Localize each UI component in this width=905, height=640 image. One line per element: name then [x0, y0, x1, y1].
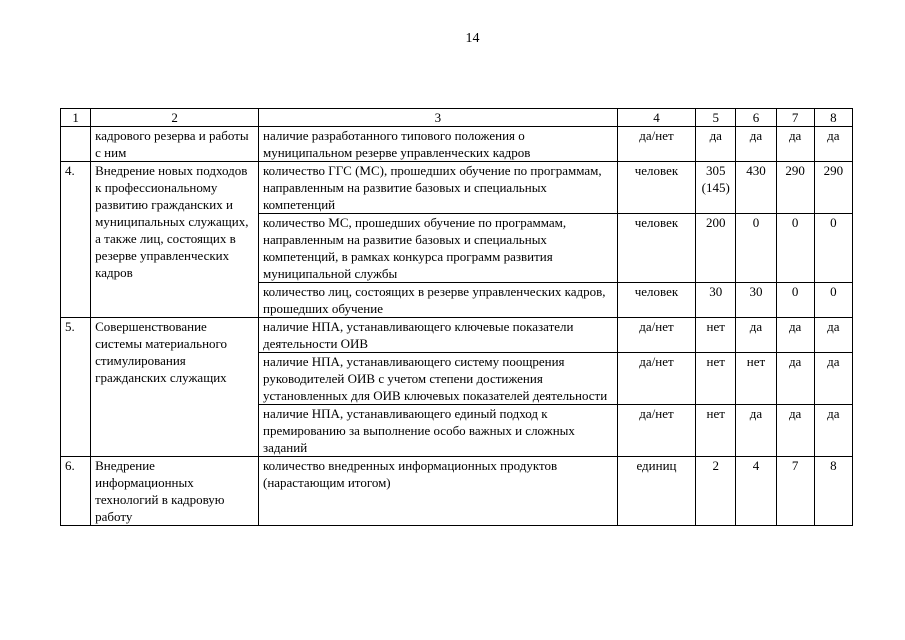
header-cell: 5: [696, 109, 736, 127]
value-cell: да: [776, 405, 814, 457]
row-number: 6.: [61, 457, 91, 526]
indicator-cell: наличие НПА, устанавливающего систему поощрения руководителей ОИВ с учетом степени достижения установленных для ОИВ ключевых показателей деятельности: [258, 353, 617, 405]
table-row: [61, 127, 853, 162]
indicator-cell: наличие разработанного типового положения о муниципальном резерве управленческих кадров: [258, 127, 617, 162]
row-number: 5.: [61, 318, 91, 457]
indicator-cell: количество МС, прошедших обучение по программам, направленным на развитие базовых и специальных компетенций, в рамках конкурса программ развития муниципальной службы: [258, 214, 617, 283]
table-row: [61, 318, 853, 353]
value-cell: нет: [696, 318, 736, 353]
header-cell: 3: [258, 109, 617, 127]
indicator-cell: количество внедренных информационных продуктов (нарастающим итогом): [258, 457, 617, 526]
row-number: 4.: [61, 162, 91, 318]
header-row: [61, 109, 853, 127]
value-cell: 305 (145): [696, 162, 736, 214]
value-cell: 0: [776, 283, 814, 318]
activity-cell: Внедрение информационных технологий в кадровую работу: [91, 457, 259, 526]
value-cell: 0: [814, 214, 852, 283]
unit-cell: да/нет: [617, 127, 695, 162]
value-cell: 290: [814, 162, 852, 214]
value-cell: нет: [696, 353, 736, 405]
value-cell: нет: [696, 405, 736, 457]
activity-cell: Внедрение новых подходов к профессиональному развитию гражданских и муниципальных служащих, а также лиц, состоящих в резерве управленческих кадров: [91, 162, 259, 318]
value-cell: 200: [696, 214, 736, 283]
unit-cell: человек: [617, 162, 695, 214]
table-row: [61, 162, 853, 214]
header-cell: 4: [617, 109, 695, 127]
value-cell: 4: [736, 457, 776, 526]
value-cell: 430: [736, 162, 776, 214]
unit-cell: да/нет: [617, 353, 695, 405]
row-number: [61, 127, 91, 162]
unit-cell: да/нет: [617, 405, 695, 457]
header-cell: 7: [776, 109, 814, 127]
value-cell: 30: [736, 283, 776, 318]
unit-cell: человек: [617, 214, 695, 283]
value-cell: 290: [776, 162, 814, 214]
value-cell: 0: [736, 214, 776, 283]
activity-cell: кадрового резерва и работы с ним: [91, 127, 259, 162]
activity-cell: Совершенствование системы материального стимулирования гражданских служащих: [91, 318, 259, 457]
value-cell: 8: [814, 457, 852, 526]
value-cell: да: [696, 127, 736, 162]
indicator-cell: наличие НПА, устанавливающего ключевые показатели деятельности ОИВ: [258, 318, 617, 353]
unit-cell: да/нет: [617, 318, 695, 353]
header-cell: 6: [736, 109, 776, 127]
value-cell: 0: [814, 283, 852, 318]
value-cell: нет: [736, 353, 776, 405]
value-cell: 7: [776, 457, 814, 526]
indicator-cell: количество лиц, состоящих в резерве управленческих кадров, прошедших обучение: [258, 283, 617, 318]
value-cell: да: [814, 353, 852, 405]
value-cell: да: [776, 353, 814, 405]
header-cell: 2: [91, 109, 259, 127]
value-cell: да: [814, 405, 852, 457]
value-cell: 0: [776, 214, 814, 283]
value-cell: да: [776, 318, 814, 353]
unit-cell: единиц: [617, 457, 695, 526]
value-cell: да: [736, 318, 776, 353]
value-cell: 30: [696, 283, 736, 318]
value-cell: да: [736, 405, 776, 457]
unit-cell: человек: [617, 283, 695, 318]
indicators-table: [60, 108, 853, 526]
indicator-cell: количество ГГС (МС), прошедших обучение по программам, направленным на развитие базовых и специальных компетенций: [258, 162, 617, 214]
value-cell: да: [814, 318, 852, 353]
header-cell: 8: [814, 109, 852, 127]
value-cell: да: [736, 127, 776, 162]
header-cell: 1: [61, 109, 91, 127]
value-cell: да: [776, 127, 814, 162]
value-cell: 2: [696, 457, 736, 526]
page-number: 14: [465, 31, 480, 46]
indicator-cell: наличие НПА, устанавливающего единый подход к премированию за выполнение особо важных и сложных заданий: [258, 405, 617, 457]
value-cell: да: [814, 127, 852, 162]
table-row: [61, 457, 853, 526]
